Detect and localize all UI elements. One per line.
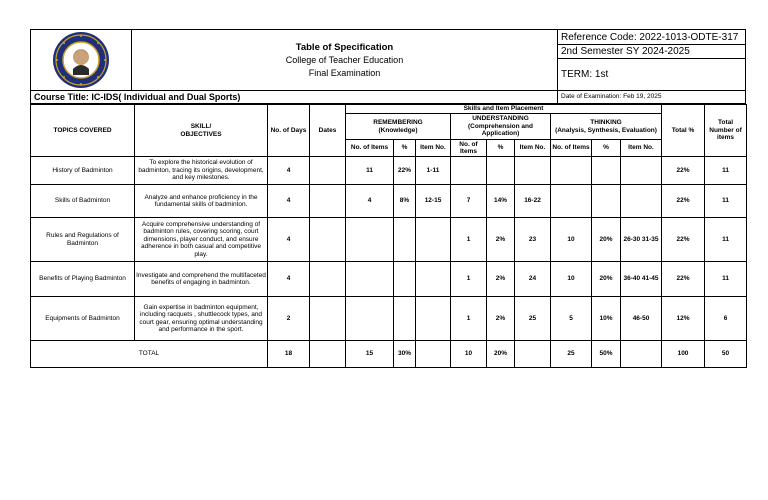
thk-no-cell: 26-30 31-35 — [621, 218, 662, 262]
total-und-no — [515, 341, 551, 368]
und-items-cell: 1 — [451, 297, 487, 341]
und-no-cell: 16-22 — [515, 185, 551, 218]
reference-cell — [558, 30, 745, 90]
remembering-sub: (Knowledge) — [378, 126, 418, 134]
total-rem-pct: 30% — [394, 341, 416, 368]
semester: 2nd Semester SY 2024-2025 — [558, 45, 745, 59]
thk-no-cell — [621, 185, 662, 218]
thk-pct-cell — [592, 185, 621, 218]
table-row — [31, 262, 747, 297]
total-und-pct: 20% — [487, 341, 515, 368]
total-items-cell: 11 — [705, 262, 747, 297]
rem-no-cell: 1-11 — [416, 157, 451, 185]
thk-items-cell: 5 — [551, 297, 592, 341]
days-cell: 4 — [268, 185, 310, 218]
topic-cell: Benefits of Playing Badminton — [31, 262, 135, 297]
reference-code: Reference Code: 2022-1013-ODTE-317 — [558, 30, 745, 45]
rem-pct-cell — [394, 262, 416, 297]
table-row — [31, 297, 747, 341]
objective-cell: Analyze and enhance proficiency in the fundamental skills of badminton. — [135, 185, 268, 218]
total-pct-cell: 22% — [662, 262, 705, 297]
total-rem-items: 15 — [346, 341, 394, 368]
thinking-label: THINKING — [590, 119, 622, 126]
thk-no-cell: 36-40 41-45 — [621, 262, 662, 297]
total-pct-cell: 22% — [662, 218, 705, 262]
thk-items-cell — [551, 157, 592, 185]
dates-cell — [310, 262, 346, 297]
thk-pct-cell: 20% — [592, 218, 621, 262]
und-pct-cell: 2% — [487, 218, 515, 262]
und-pct-cell: 2% — [487, 262, 515, 297]
und-pct-cell: 2% — [487, 297, 515, 341]
total-items-cell: 11 — [705, 185, 747, 218]
total-items-cell: 6 — [705, 297, 747, 341]
dates-cell — [310, 185, 346, 218]
thk-pct-cell: 10% — [592, 297, 621, 341]
rem-items-cell: 4 — [346, 185, 394, 218]
header-total-pct: Total % — [662, 105, 705, 157]
dates-cell — [310, 157, 346, 185]
thk-items-cell — [551, 185, 592, 218]
header-thinking — [551, 114, 662, 140]
thk-no-cell: 46-50 — [621, 297, 662, 341]
total-label: TOTAL — [31, 341, 268, 368]
rem-pct-header: % — [394, 140, 416, 157]
rem-items-cell — [346, 297, 394, 341]
objective-cell: To explore the historical evolution of badminton, tracing its origins, development, and key milestones. — [135, 157, 268, 185]
total-row — [31, 341, 747, 368]
und-pct-cell — [487, 157, 515, 185]
total-pct-cell: 22% — [662, 157, 705, 185]
header-dates: Dates — [310, 105, 346, 157]
und-pct-cell: 14% — [487, 185, 515, 218]
thk-pct-cell — [592, 157, 621, 185]
topic-cell: History of Badminton — [31, 157, 135, 185]
header-objectives-label: OBJECTIVES — [180, 130, 222, 138]
days-cell: 4 — [268, 262, 310, 297]
days-cell: 4 — [268, 218, 310, 262]
total-pct-sum: 100 — [662, 341, 705, 368]
total-pct-cell: 12% — [662, 297, 705, 341]
thk-items-header: No. of Items — [551, 140, 592, 157]
rem-no-cell — [416, 218, 451, 262]
und-no-cell: 24 — [515, 262, 551, 297]
und-items-cell: 7 — [451, 185, 487, 218]
course-row — [30, 91, 746, 104]
term — [558, 59, 745, 90]
topic-cell: Equipments of Badminton — [31, 297, 135, 341]
objective-cell: Gain expertise in badminton equipment, including racquets , shuttlecock types, and court gear, ensuring optimal understanding and performance in the sport. — [135, 297, 268, 341]
und-no-cell: 25 — [515, 297, 551, 341]
total-und-items: 10 — [451, 341, 487, 368]
university-seal-icon — [52, 31, 110, 89]
exam-name: Final Examination — [308, 67, 381, 78]
total-dates — [310, 341, 346, 368]
thk-items-cell: 10 — [551, 218, 592, 262]
und-no-cell — [515, 157, 551, 185]
exam-date: Date of Examination: Feb 19, 2025 — [561, 93, 662, 100]
header-skill — [135, 105, 268, 157]
total-rem-no — [416, 341, 451, 368]
und-items-header: No. of Items — [451, 140, 487, 157]
rem-pct-cell: 22% — [394, 157, 416, 185]
rem-items-cell — [346, 218, 394, 262]
rem-no-cell: 12-15 — [416, 185, 451, 218]
document-title: Table of Specification — [295, 41, 394, 53]
header-understanding — [451, 114, 551, 140]
understanding-label: UNDERSTANDING — [472, 115, 529, 123]
document-header — [30, 29, 746, 91]
days-cell: 2 — [268, 297, 310, 341]
table-row — [31, 218, 747, 262]
topic-cell: Skills of Badminton — [31, 185, 135, 218]
rem-pct-cell: 8% — [394, 185, 416, 218]
und-pct-header: % — [487, 140, 515, 157]
header-remembering — [346, 114, 451, 140]
remembering-label: REMEMBERING — [373, 119, 423, 126]
header-total-items: Total Number of items — [705, 105, 747, 157]
objective-cell: Acquire comprehensive understanding of badminton rules, covering scoring, court dimensions, player conduct, and ensure adherence in both casual and competitive play. — [135, 218, 268, 262]
thk-no-cell — [621, 157, 662, 185]
dates-cell — [310, 297, 346, 341]
table-row — [31, 157, 747, 185]
college-name: College of Teacher Education — [285, 54, 404, 65]
header-placement: Skills and Item Placement — [346, 105, 662, 114]
rem-no-cell — [416, 297, 451, 341]
rem-items-header: No. of Items — [346, 140, 394, 157]
topic-cell: Rules and Regulations of Badminton — [31, 218, 135, 262]
thk-pct-cell: 20% — [592, 262, 621, 297]
term-label: TERM: 1st — [561, 69, 609, 80]
total-thk-no — [621, 341, 662, 368]
header-skill-label: SKILL/ — [190, 123, 212, 130]
total-thk-items: 25 — [551, 341, 592, 368]
days-cell: 4 — [268, 157, 310, 185]
total-thk-pct: 50% — [592, 341, 621, 368]
header-days: No. of Days — [268, 105, 310, 157]
rem-no-header: Item No. — [416, 140, 451, 157]
und-no-cell: 23 — [515, 218, 551, 262]
understanding-sub: (Comprehension and Application) — [467, 122, 533, 138]
und-items-cell — [451, 157, 487, 185]
rem-items-cell — [346, 262, 394, 297]
title-cell — [132, 30, 558, 90]
table-row — [31, 185, 747, 218]
tos-document — [30, 29, 746, 368]
dates-cell — [310, 218, 346, 262]
header-topics: TOPICS COVERED — [31, 105, 135, 157]
thk-no-header: Item No. — [621, 140, 662, 157]
rem-pct-cell — [394, 218, 416, 262]
total-items-sum: 50 — [705, 341, 747, 368]
thk-pct-header: % — [592, 140, 621, 157]
und-items-cell: 1 — [451, 218, 487, 262]
rem-no-cell — [416, 262, 451, 297]
rem-items-cell: 11 — [346, 157, 394, 185]
total-items-cell: 11 — [705, 157, 747, 185]
und-no-header: Item No. — [515, 140, 551, 157]
total-pct-cell: 22% — [662, 185, 705, 218]
rem-pct-cell — [394, 297, 416, 341]
course-title: Course Title: IC-IDS( Individual and Dual Sports) — [31, 91, 558, 103]
total-items-cell: 11 — [705, 218, 747, 262]
thk-items-cell: 10 — [551, 262, 592, 297]
logo-cell — [31, 30, 132, 90]
objective-cell: Investigate and comprehend the multifaceted benefits of engaging in badminton. — [135, 262, 268, 297]
total-days: 18 — [268, 341, 310, 368]
und-items-cell: 1 — [451, 262, 487, 297]
tos-table — [30, 104, 747, 368]
thinking-sub: (Analysis, Synthesis, Evaluation) — [555, 126, 657, 134]
